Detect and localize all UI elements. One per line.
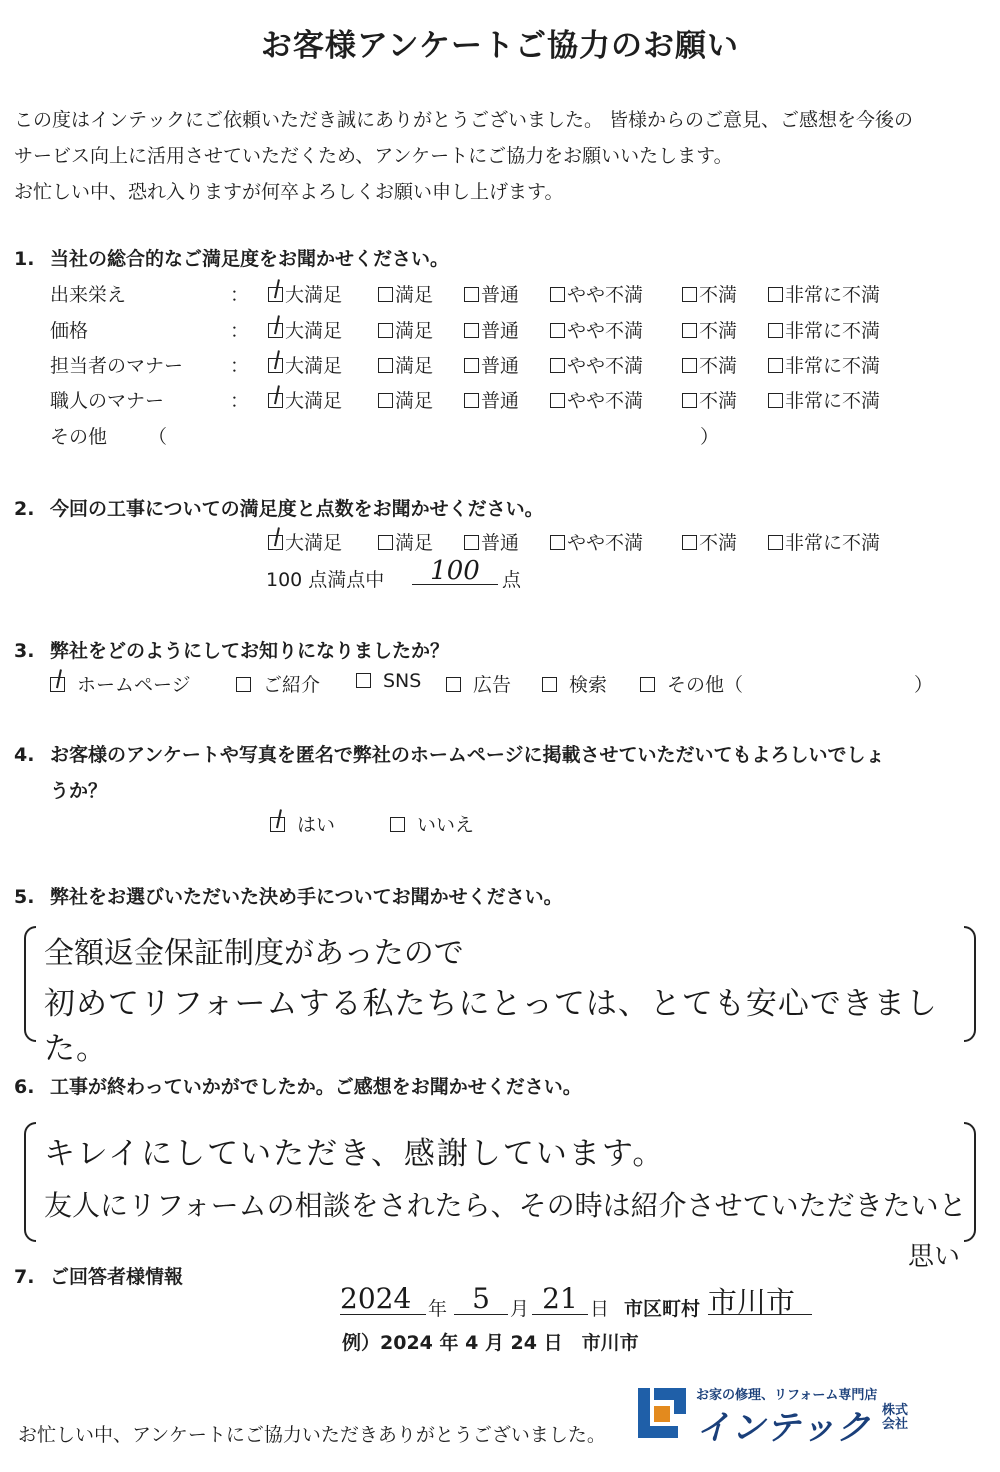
checkbox[interactable]: [378, 358, 393, 373]
option-label: やや不満: [567, 355, 644, 377]
checkbox[interactable]: [768, 358, 783, 373]
option-label: 非常に不満: [785, 532, 881, 554]
q7-month-field[interactable]: [454, 1282, 508, 1315]
checkbox[interactable]: [682, 393, 697, 408]
q1-row1-option-6[interactable]: [768, 280, 880, 307]
checkbox[interactable]: [768, 323, 783, 338]
option-label: 普通: [481, 390, 520, 412]
q1-row3-option-1[interactable]: [268, 351, 342, 378]
option-label: 普通: [481, 284, 520, 306]
q1-row2-option-1[interactable]: [268, 316, 342, 343]
q1-row-colon: ：: [230, 390, 250, 412]
checkbox-checked[interactable]: [50, 677, 65, 692]
checkbox[interactable]: [236, 677, 251, 692]
q6-answer-line-1: キレイにしていただき、感謝しています。: [44, 1136, 666, 1172]
option-label: やや不満: [567, 390, 644, 412]
option-label: やや不満: [567, 284, 644, 306]
q7-year-unit: 年: [428, 1298, 448, 1320]
checkbox[interactable]: [550, 287, 565, 302]
house-logo-icon: [636, 1386, 698, 1442]
q1-row4-option-5[interactable]: [682, 386, 737, 413]
option-label: やや不満: [567, 532, 644, 554]
option-label: その他（: [667, 674, 744, 696]
q7-city: 市川市: [708, 1285, 796, 1319]
q5-answer-line-2: 初めてリフォームする私たちにとっては、とても安心できました。: [44, 986, 938, 1067]
q7-number: 7.: [14, 1266, 35, 1288]
q3-number: 3.: [14, 640, 35, 662]
q3-option-3[interactable]: [356, 670, 421, 692]
option-label: 大満足: [285, 355, 343, 377]
q1-row-colon: ：: [230, 284, 250, 306]
q2-score-field[interactable]: [412, 556, 498, 585]
logo-suffix: [882, 1404, 908, 1432]
q1-row3-option-3[interactable]: [464, 351, 519, 378]
checkbox[interactable]: [464, 287, 479, 302]
option-label: 大満足: [285, 320, 343, 342]
checkbox[interactable]: [550, 393, 565, 408]
q1-row3-option-4[interactable]: [550, 351, 643, 378]
q4-option-yes[interactable]: はい: [270, 810, 335, 837]
checkbox[interactable]: [464, 393, 479, 408]
q6-answer-bracket-left: [24, 1122, 36, 1242]
option-label: 不満: [699, 284, 738, 306]
q1-row-colon: ：: [230, 320, 250, 342]
q7-city-field[interactable]: [708, 1280, 812, 1319]
checkbox[interactable]: [768, 535, 783, 550]
q3-option-6[interactable]: [640, 670, 743, 697]
q5-number: 5.: [14, 886, 35, 908]
q1-row1-option-1[interactable]: [268, 280, 342, 307]
option-label: 非常に不満: [785, 355, 881, 377]
logo-name: インテック: [696, 1408, 871, 1448]
q1-row1-option-3[interactable]: [464, 280, 519, 307]
checkbox[interactable]: [682, 358, 697, 373]
q4-heading: [14, 740, 884, 767]
option-label: 普通: [481, 532, 520, 554]
checkbox[interactable]: [378, 535, 393, 550]
checkbox[interactable]: [378, 287, 393, 302]
q7-text: ご回答者様情報: [50, 1266, 184, 1288]
option-label: 満足: [395, 532, 434, 554]
q1-row-label: 職人のマナー: [50, 390, 165, 412]
q2-heading: [14, 494, 544, 521]
checkbox[interactable]: [682, 323, 697, 338]
checkbox[interactable]: [768, 393, 783, 408]
q5-text: 弊社をお選びいただいた決め手についてお聞かせください。: [50, 886, 563, 908]
checkbox[interactable]: [378, 323, 393, 338]
q3-option-2[interactable]: [236, 670, 320, 697]
q7-day: 21: [542, 1282, 578, 1315]
q7-heading: [14, 1262, 183, 1289]
checkbox[interactable]: [768, 287, 783, 302]
q1-row2-option-2[interactable]: [378, 316, 433, 343]
q7-city-label: 市区町村: [624, 1298, 701, 1320]
q1-row3-option-5[interactable]: [682, 351, 737, 378]
option-label: やや不満: [567, 320, 644, 342]
checkbox[interactable]: [550, 358, 565, 373]
q1-row3-option-2[interactable]: [378, 351, 433, 378]
footer-thanks: お忙しい中、アンケートにご協力いただきありがとうございました。: [18, 1424, 606, 1446]
checkbox-checked[interactable]: [268, 358, 283, 373]
option-label: 検索: [569, 674, 608, 696]
option-label: 非常に不満: [785, 390, 881, 412]
q4-option-no[interactable]: いいえ: [390, 810, 474, 837]
checkbox-checked[interactable]: [268, 323, 283, 338]
option-label: 大満足: [285, 532, 343, 554]
option-label: 満足: [395, 320, 434, 342]
q1-row2-option-4[interactable]: [550, 316, 643, 343]
q1-row4-option-6[interactable]: [768, 386, 880, 413]
q7-day-field[interactable]: [532, 1282, 588, 1315]
q2-number: 2.: [14, 498, 35, 520]
q2-score-prefix: 100 点満点中: [266, 569, 385, 591]
q1-row1-option-4[interactable]: [550, 280, 643, 307]
option-label: 不満: [699, 532, 738, 554]
checkbox[interactable]: [446, 677, 461, 692]
option-label: 満足: [395, 355, 434, 377]
option-label: 普通: [481, 355, 520, 377]
q1-other-open: （: [148, 426, 168, 448]
logo-tagline: お家の修理、リフォーム専門店: [696, 1388, 878, 1403]
q1-other-label: その他: [50, 426, 108, 448]
checkbox[interactable]: [550, 323, 565, 338]
option-label: ご紹介: [263, 674, 321, 696]
q3-text: 弊社をどのようにしてお知りになりましたか？: [50, 640, 450, 662]
checkbox[interactable]: [378, 393, 393, 408]
q1-text: 当社の総合的なご満足度をお聞かせください。: [50, 248, 450, 270]
q1-row4-option-3[interactable]: [464, 386, 519, 413]
option-label: 広告: [473, 674, 512, 696]
checkbox-checked[interactable]: [268, 535, 283, 550]
intro-line-2: サービス向上に活用させていただくため、アンケートにご協力をお願いいたします。: [14, 145, 733, 167]
option-label: ホームページ: [77, 674, 191, 696]
q6-answer-line-2: 友人にリフォームの相談をされたら、その時は紹介させていただきたいと: [44, 1189, 967, 1222]
q7-month: 5: [472, 1282, 490, 1315]
q1-row-label: 出来栄え: [50, 284, 127, 306]
q4-number: 4.: [14, 744, 35, 766]
option-label: 普通: [481, 320, 520, 342]
q6-answer-bracket-right: [964, 1122, 976, 1242]
q1-row4-option-2[interactable]: [378, 386, 433, 413]
intro-line-1: この度はインテックにご依頼いただき誠にありがとうございました。 皆様からのご意見、ご感想を今後の: [14, 109, 914, 131]
checkbox[interactable]: [356, 673, 371, 688]
option-label: 不満: [699, 390, 738, 412]
q7-example: 例）2024 年 4 月 24 日 市川市: [342, 1332, 639, 1354]
q1-row1-option-2[interactable]: [378, 280, 433, 307]
option-label: 不満: [699, 320, 738, 342]
q1-row1-option-5[interactable]: [682, 280, 737, 307]
checkbox-checked[interactable]: [268, 287, 283, 302]
q2-option-4[interactable]: [550, 528, 643, 555]
q6-heading: [14, 1072, 582, 1099]
q4-text-1: お客様のアンケートや写真を匿名で弊社のホームページに掲載させていただいてもよろしいでしょ: [50, 744, 885, 766]
logo-suffix-1: 株式: [882, 1403, 909, 1418]
q2-score-value: 100: [430, 556, 480, 586]
intro-line-3: お忙しい中、恐れ入りますが何卒よろしくお願い申し上げます。: [14, 181, 564, 203]
q5-answer-line-1: 全額返金保証制度があったので: [44, 936, 464, 971]
q4-text-2: うか？: [50, 780, 108, 802]
checkbox-checked[interactable]: [268, 393, 283, 408]
option-label: 不満: [699, 355, 738, 377]
checkbox[interactable]: [682, 287, 697, 302]
q2-option-2[interactable]: [378, 528, 433, 555]
q1-row-label: 価格: [50, 320, 89, 342]
checkbox[interactable]: [550, 535, 565, 550]
q1-heading: [14, 244, 449, 271]
option-label: 満足: [395, 390, 434, 412]
option-label: 非常に不満: [785, 320, 881, 342]
page-title: お客様アンケートご協力のお願い: [260, 28, 740, 64]
q1-row4-option-1[interactable]: [268, 386, 342, 413]
q5-answer-bracket-left: [24, 926, 36, 1042]
checkbox[interactable]: [464, 323, 479, 338]
q1-number: 1.: [14, 248, 35, 270]
q5-heading: [14, 882, 563, 909]
q7-year-field[interactable]: [340, 1282, 426, 1315]
q1-other-close: ）: [700, 426, 720, 448]
checkbox[interactable]: [542, 677, 557, 692]
q6-number: 6.: [14, 1076, 35, 1098]
option-label: SNS: [383, 670, 422, 692]
q1-row-label: 担当者のマナー: [50, 355, 184, 377]
q2-option-6[interactable]: [768, 528, 880, 555]
q6-answer-line-3: 思い: [908, 1242, 961, 1272]
q3-option-5[interactable]: [542, 670, 607, 697]
q1-row-colon: ：: [230, 355, 250, 377]
q7-month-unit: 月: [510, 1298, 530, 1320]
option-label: 非常に不満: [785, 284, 881, 306]
q1-row2-option-5[interactable]: [682, 316, 737, 343]
q2-text: 今回の工事についての満足度と点数をお聞かせください。: [50, 498, 544, 520]
q1-row2-option-3[interactable]: [464, 316, 519, 343]
option-label: 満足: [395, 284, 434, 306]
checkbox-checked[interactable]: [270, 817, 285, 832]
q7-day-unit: 日: [590, 1298, 610, 1320]
q3-option-1[interactable]: [50, 670, 191, 697]
q7-year: 2024: [340, 1282, 412, 1315]
q1-row2-option-6[interactable]: [768, 316, 880, 343]
q2-option-3[interactable]: [464, 528, 519, 555]
company-logo: [636, 1386, 916, 1448]
q1-row3-option-6[interactable]: [768, 351, 880, 378]
checkbox[interactable]: [464, 358, 479, 373]
checkbox[interactable]: [640, 677, 655, 692]
checkbox[interactable]: [390, 817, 405, 832]
q2-option-1[interactable]: [268, 528, 342, 555]
q3-heading: [14, 636, 449, 663]
q2-option-5[interactable]: [682, 528, 737, 555]
checkbox[interactable]: [464, 535, 479, 550]
q2-score-suffix: 点: [502, 569, 522, 591]
q6-text: 工事が終わっていかがでしたか。ご感想をお聞かせください。: [50, 1076, 582, 1098]
option-label: 大満足: [285, 390, 343, 412]
option-label: 大満足: [285, 284, 343, 306]
q3-option-4[interactable]: [446, 670, 511, 697]
q1-row4-option-4[interactable]: [550, 386, 643, 413]
checkbox[interactable]: [682, 535, 697, 550]
q3-close: ）: [914, 674, 934, 696]
logo-suffix-2: 会社: [882, 1417, 909, 1432]
